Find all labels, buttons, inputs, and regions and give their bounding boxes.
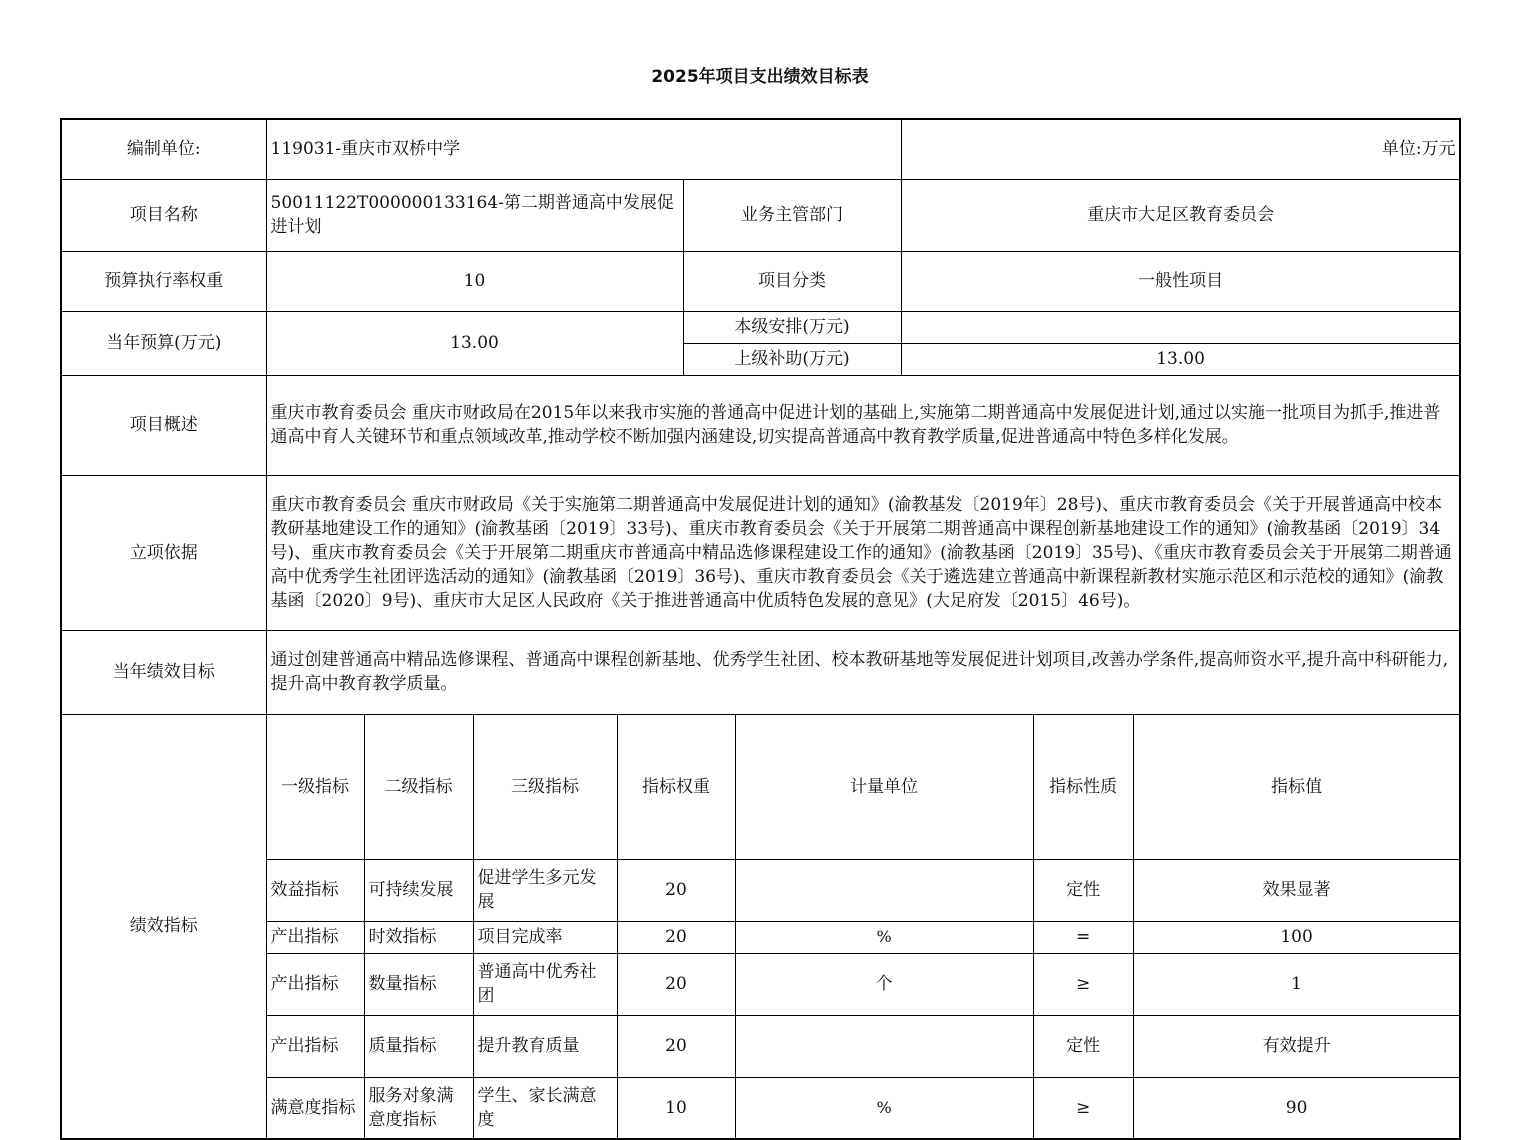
goal-label: 当年绩效目标 (61, 630, 266, 714)
level1-cell: 产出指标 (266, 953, 364, 1015)
value-cell: 效果显著 (1133, 859, 1460, 921)
money-unit: 单位:万元 (901, 119, 1460, 179)
level2-cell: 质量指标 (364, 1015, 473, 1077)
basis-label: 立项依据 (61, 475, 266, 630)
weight-cell: 20 (617, 859, 735, 921)
level1-cell: 满意度指标 (266, 1077, 364, 1139)
unit-value: 119031-重庆市双桥中学 (266, 119, 901, 179)
value-cell: 1 (1133, 953, 1460, 1015)
indicator-header: 二级指标 (364, 714, 473, 859)
table-row (61, 1077, 1460, 1139)
project-name-label: 项目名称 (61, 179, 266, 251)
value-cell: 有效提升 (1133, 1015, 1460, 1077)
weight-cell: 10 (617, 1077, 735, 1139)
table-row (61, 859, 1460, 921)
project-name-value: 50011122T000000133164-第二期普通高中发展促进计划 (266, 179, 683, 251)
performance-table (60, 118, 1461, 1140)
overview-value: 重庆市教育委员会 重庆市财政局在2015年以来我市实施的普通高中促进计划的基础上,实施第二期普通高中发展促进计划,通过以实施一批项目为抓手,推进普通高中育人关键环节和重点领域改革,推动学校不断加强内涵建设,切实提高普通高中教育教学质量,促进普通高中特色多样化发展。 (266, 375, 1460, 475)
indicator-header: 计量单位 (735, 714, 1033, 859)
nature-cell: ≥ (1033, 1077, 1133, 1139)
value-cell: 100 (1133, 921, 1460, 953)
local-label: 本级安排(万元) (683, 311, 901, 343)
indicator-header: 指标值 (1133, 714, 1460, 859)
category-value: 一般性项目 (901, 251, 1460, 311)
level2-cell: 服务对象满意度指标 (364, 1077, 473, 1139)
level3-cell: 学生、家长满意度 (473, 1077, 617, 1139)
nature-cell: = (1033, 921, 1133, 953)
category-label: 项目分类 (683, 251, 901, 311)
nature-cell: 定性 (1033, 1015, 1133, 1077)
table-row (61, 921, 1460, 953)
weight-cell: 20 (617, 1015, 735, 1077)
budget-value: 13.00 (266, 311, 683, 375)
level2-cell: 时效指标 (364, 921, 473, 953)
unit-label: 编制单位: (61, 119, 266, 179)
measure-unit-cell (735, 1015, 1033, 1077)
basis-value: 重庆市教育委员会 重庆市财政局《关于实施第二期普通高中发展促进计划的通知》(渝教基发〔2019年〕28号)、重庆市教育委员会《关于开展普通高中校本教研基地建设工作的通知》(渝教基函〔2019〕33号)、重庆市教育委员会《关于开展第二期普通高中课程创新基地建设工作的通知》(渝教基函〔2019〕34号)、重庆市教育委员会《关于开展第二期重庆市普通高中精品选修课程建设工作的通知》(渝教基函〔2019〕35号)、《重庆市教育委员会关于开展第二期普通高中优秀学生社团评选活动的通知》(渝教基函〔2019〕36号)、重庆市教育委员会《关于遴选建立普通高中新课程新教材实施示范区和示范校的通知》(渝教基函〔2020〕9号)、重庆市大足区人民政府《关于推进普通高中优质特色发展的意见》(大足府发〔2015〕46号)。 (266, 475, 1460, 630)
dept-value: 重庆市大足区教育委员会 (901, 179, 1460, 251)
level1-cell: 产出指标 (266, 1015, 364, 1077)
upper-value: 13.00 (901, 343, 1460, 375)
measure-unit-cell: % (735, 1077, 1033, 1139)
measure-unit-cell: % (735, 921, 1033, 953)
level1-cell: 产出指标 (266, 921, 364, 953)
page-title: 2025年项目支出绩效目标表 (651, 67, 869, 87)
nature-cell: 定性 (1033, 859, 1133, 921)
table-row (61, 1015, 1460, 1077)
weight-value: 10 (266, 251, 683, 311)
level3-cell: 提升教育质量 (473, 1015, 617, 1077)
budget-label: 当年预算(万元) (61, 311, 266, 375)
weight-label: 预算执行率权重 (61, 251, 266, 311)
level3-cell: 促进学生多元发展 (473, 859, 617, 921)
goal-value: 通过创建普通高中精品选修课程、普通高中课程创新基地、优秀学生社团、校本教研基地等发展促进计划项目,改善办学条件,提高师资水平,提升高中科研能力,提升高中教育教学质量。 (266, 630, 1460, 714)
overview-label: 项目概述 (61, 375, 266, 475)
indicator-header: 指标权重 (617, 714, 735, 859)
value-cell: 90 (1133, 1077, 1460, 1139)
indicators-label: 绩效指标 (61, 714, 266, 1139)
level3-cell: 普通高中优秀社团 (473, 953, 617, 1015)
indicator-header: 一级指标 (266, 714, 364, 859)
weight-cell: 20 (617, 953, 735, 1015)
indicator-header: 三级指标 (473, 714, 617, 859)
level2-cell: 数量指标 (364, 953, 473, 1015)
local-value (901, 311, 1460, 343)
level3-cell: 项目完成率 (473, 921, 617, 953)
measure-unit-cell (735, 859, 1033, 921)
nature-cell: ≥ (1033, 953, 1133, 1015)
level1-cell: 效益指标 (266, 859, 364, 921)
upper-label: 上级补助(万元) (683, 343, 901, 375)
indicator-header: 指标性质 (1033, 714, 1133, 859)
measure-unit-cell: 个 (735, 953, 1033, 1015)
dept-label: 业务主管部门 (683, 179, 901, 251)
level2-cell: 可持续发展 (364, 859, 473, 921)
table-row (61, 953, 1460, 1015)
weight-cell: 20 (617, 921, 735, 953)
